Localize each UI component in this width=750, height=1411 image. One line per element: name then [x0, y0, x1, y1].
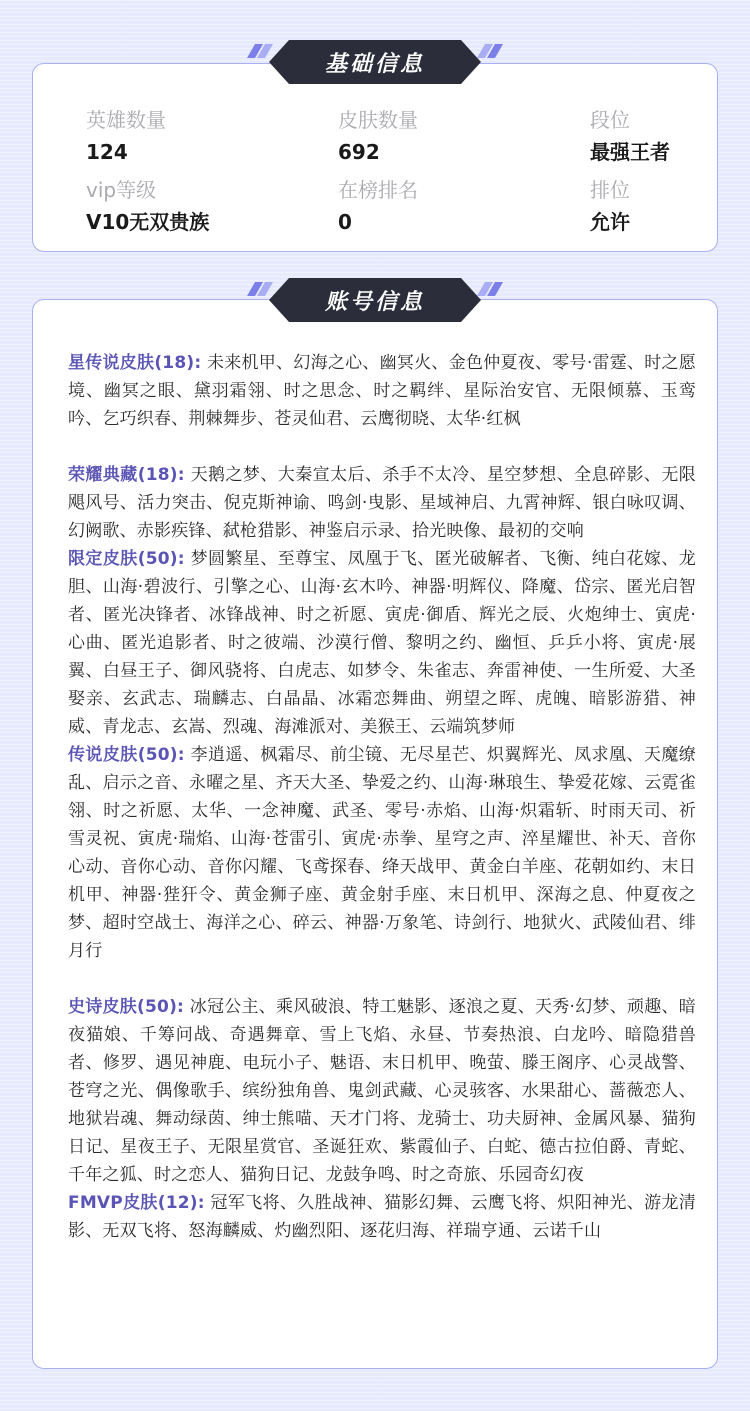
skin-section-title: 荣耀典藏(18): [68, 465, 185, 485]
skin-section-title: 传说皮肤(50): [68, 745, 185, 765]
skin-section-title: 史诗皮肤(50): [68, 997, 185, 1017]
skin-section-list: 梦圆繁星、至尊宝、凤凰于飞、匿光破解者、飞衡、纯白花嫁、龙胆、山海·碧波行、引擎之心、山海·玄木吟、神器·明辉仪、降魔、岱宗、匿光启智者、匿光决锋者、冰锋战神、时之祈愿、寅虎·御盾、辉光之辰、火炮绅士、寅虎·心曲、匿光追影者、时之彼端、沙漠行僧、黎明之约、幽恒、乒乒小将、寅虎·展翼、白昼王子、御风骁将、白虎志、如梦令、朱雀志、奔雷神使、一生所爱、大圣娶亲、玄武志、瑞麟志、白晶晶、冰霜恋舞曲、朔望之晖、虎魄、暗影游猎、神威、青龙志、玄嵩、烈魂、海滩派对、美猴王、云端筑梦师 [68, 549, 696, 737]
skin-section-limited [68, 545, 696, 741]
info-leaderboard-rank [338, 178, 418, 234]
skin-section-list: 李逍遥、枫霜尽、前尘镜、无尽星芒、炽翼辉光、凤求凰、天魔缭乱、启示之音、永曜之星、齐天大圣、挚爱之约、山海·琳琅生、挚爱花嫁、云霓雀翎、时之祈愿、太华、一念神魔、武圣、零号·赤焰、山海·炽霜斩、时雨天司、祈雪灵祝、寅虎·瑞焰、山海·苍雷引、寅虎·赤拳、星穹之声、淬星耀世、补天、音你心动、音你心动、音你闪耀、飞鸢探春、绛天战甲、黄金白羊座、花朝如约、末日机甲、神器·狴犴令、黄金狮子座、黄金射手座、末日机甲、深海之息、仲夏夜之梦、超时空战士、海洋之心、碎云、神器·万象笔、诗剑行、地狱火、武陵仙君、绯月行 [68, 745, 696, 961]
info-vip-level [86, 178, 209, 234]
info-rank-tier [590, 108, 670, 164]
info-label: 段位 [590, 108, 630, 132]
info-label: 排位 [590, 178, 630, 202]
info-value: 124 [86, 140, 128, 164]
info-label: vip等级 [86, 178, 157, 202]
skin-section-glory-collection [68, 461, 696, 545]
account-info-title-badge [245, 276, 505, 324]
info-label: 皮肤数量 [338, 108, 418, 132]
skin-section-fmvp [68, 1189, 696, 1245]
info-value: 0 [338, 210, 352, 234]
basic-info-card [32, 63, 718, 252]
skin-section-list: 天鹅之梦、大秦宣太后、杀手不太冷、星空梦想、全息碎影、无限飓风号、活力突击、倪克斯神谕、鸣剑·曳影、星域神启、九霄神辉、银白咏叹调、幻阙歌、赤影疾锋、弑枪猎影、神鉴启示录、拾光映像、最初的交响 [68, 465, 696, 541]
skin-list [68, 349, 696, 1245]
skin-section-star-legend [68, 349, 696, 433]
account-info-title: 账号信息 [324, 289, 425, 315]
basic-info-title: 基础信息 [324, 51, 425, 77]
info-skin-count [338, 108, 418, 164]
info-value: 692 [338, 140, 380, 164]
skin-section-title: 限定皮肤(50): [68, 549, 185, 569]
info-value: V10无双贵族 [86, 210, 210, 234]
info-hero-count [86, 108, 166, 164]
info-label: 在榜排名 [338, 178, 418, 202]
skin-section-list: 冠军飞将、久胜战神、猫影幻舞、云鹰飞将、炽阳神光、游龙清影、无双飞将、怒海麟威、灼幽烈阳、逐花归海、祥瑞亨通、云诺千山 [68, 1193, 696, 1241]
info-label: 英雄数量 [86, 108, 166, 132]
info-value: 最强王者 [590, 140, 670, 164]
skin-section-title: FMVP皮肤(12): [68, 1193, 205, 1213]
info-ranked-allowed [590, 178, 630, 234]
account-info-card [32, 299, 718, 1369]
basic-info-title-badge [245, 38, 505, 86]
skin-section-list: 冰冠公主、乘风破浪、特工魅影、逐浪之夏、天秀·幻梦、顽趣、暗夜猫娘、千筹问战、奇遇舞章、雪上飞焰、永昼、节奏热浪、白龙吟、暗隐猎兽者、修罗、遇见神鹿、电玩小子、魅语、末日机甲、晚萤、滕王阁序、心灵战警、苍穹之光、偶像歌手、缤纷独角兽、鬼剑武藏、心灵骇客、水果甜心、蔷薇恋人、地狱岩魂、舞动绿茵、绅士熊喵、天才门将、龙骑士、功夫厨神、金属风暴、猫狗日记、星夜王子、无限星赏官、圣诞狂欢、紫霞仙子、白蛇、德古拉伯爵、青蛇、千年之狐、时之恋人、猫狗日记、龙鼓争鸣、时之奇旅、乐园奇幻夜 [68, 997, 697, 1185]
skin-section-epic [68, 993, 696, 1189]
skin-section-list: 未来机甲、幻海之心、幽冥火、金色仲夏夜、零号·雷霆、时之愿境、幽冥之眼、黛羽霜翎、时之思念、时之羁绊、星际治安官、无限倾慕、玉鸾吟、乞巧织春、荆棘舞步、苍灵仙君、云鹰彻晓、太华·红枫 [68, 353, 697, 429]
info-value: 允许 [590, 210, 630, 234]
skin-section-title: 星传说皮肤(18): [68, 353, 202, 373]
skin-section-legend [68, 741, 696, 965]
